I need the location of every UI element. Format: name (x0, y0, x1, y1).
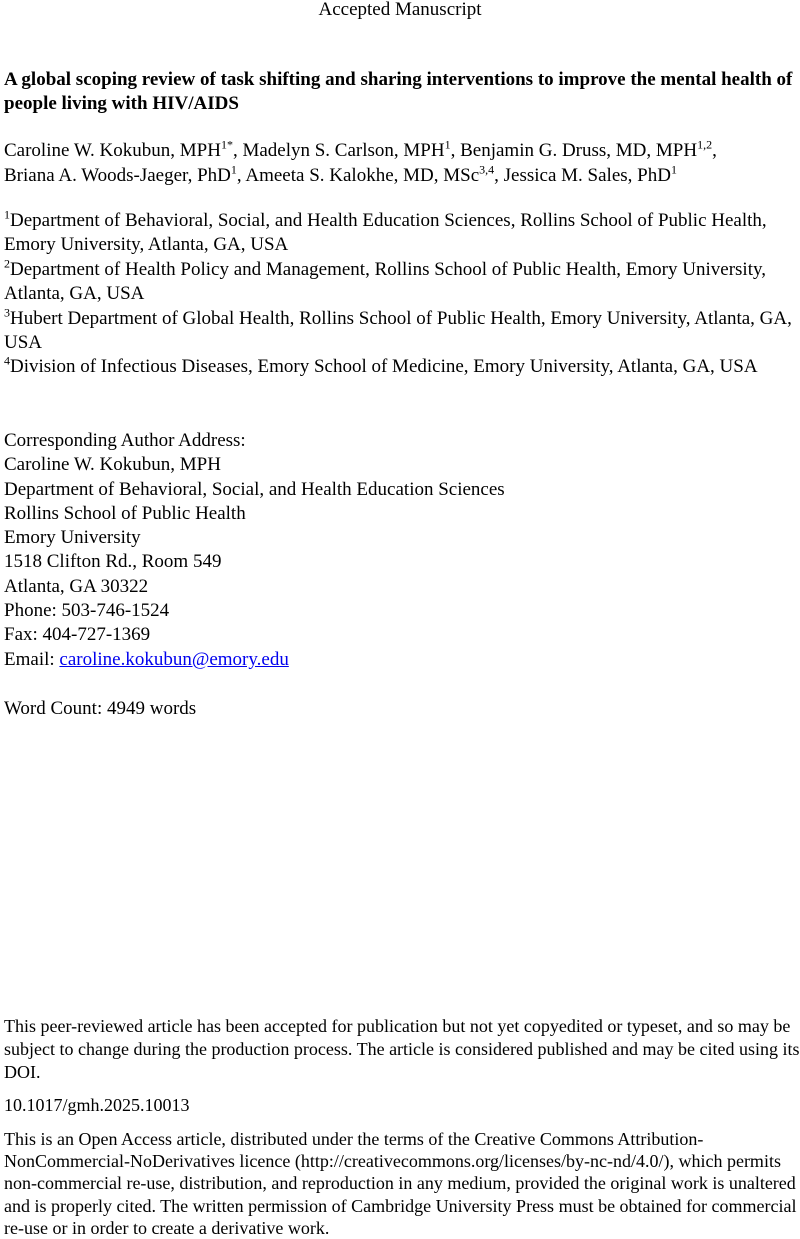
email-label: Email: (4, 648, 60, 670)
article-title: A global scoping review of task shifting and sharing interventions to improve the mental health of people living with HIV/AIDS (4, 69, 793, 114)
author-name: Madelyn S. Carlson, MPH (242, 140, 445, 161)
address-line: Rollins School of Public Health (4, 502, 246, 524)
author-affiliation-marker: 1 (444, 137, 451, 152)
affiliation-number: 2 (4, 256, 10, 271)
word-count: Word Count: 4949 words (4, 698, 197, 719)
affiliation-item (4, 258, 800, 307)
corresponding-author-block (4, 429, 800, 672)
address-line: 1518 Clifton Rd., Room 549 (4, 551, 222, 573)
author-name: Ameeta S. Kalokhe, MD, MSc (245, 165, 480, 186)
doi-text: 10.1017/gmh.2025.10013 (4, 1095, 190, 1115)
affiliation-list (4, 209, 800, 380)
author-affiliation-marker: 3,4 (479, 162, 495, 177)
author-name: Benjamin G. Druss, MD, MPH (460, 140, 698, 161)
license-notice: This is an Open Access article, distributed under the terms of the Creative Commons Attribution-NonCommercial-NoDerivatives licence (http://creativecommons.org/licenses/by-nc-nd/4.0/), which permits non-commercial re-use, distribution, and reproduction in any medium, provided the original work is unaltered and is properly cited. The written permission of Cambridge University Press must be obtained for commercial re-use or in order to create a derivative work. (4, 1129, 797, 1238)
fax-line: Fax: 404-727-1369 (4, 624, 151, 646)
author-name: Caroline W. Kokubun, MPH (4, 140, 221, 161)
phone-line: Phone: 503-746-1524 (4, 600, 170, 622)
author-name: Jessica M. Sales, PhD (503, 165, 671, 186)
author-affiliation-marker: 1,2 (697, 137, 713, 152)
address-line: Department of Behavioral, Social, and Health Education Sciences (4, 478, 505, 500)
affiliation-number: 3 (4, 305, 10, 320)
author-affiliation-marker: 1* (220, 137, 233, 152)
publication-notice: This peer-reviewed article has been accepted for publication but not yet copyedited or typeset, and so may be subject to change during the production process. The article is considered published and may be cited using its DOI. (4, 1016, 800, 1082)
affiliation-number: 4 (4, 354, 10, 369)
author-list (4, 138, 800, 188)
affiliation-text: Department of Behavioral, Social, and Health Education Sciences, Rollins School of Public Health, Emory University, Atlanta, GA, USA (4, 210, 767, 256)
address-line: Atlanta, GA 30322 (4, 575, 149, 597)
email-line (4, 648, 800, 672)
affiliation-text: Hubert Department of Global Health, Rollins School of Public Health, Emory University, Atlanta, GA, USA (4, 307, 792, 354)
email-link[interactable]: caroline.kokubun@emory.edu (59, 648, 289, 670)
address-line: Emory University (4, 527, 141, 549)
affiliation-item (4, 209, 800, 258)
affiliation-item (4, 355, 800, 379)
author-affiliation-marker: 1 (670, 162, 677, 177)
author-separator: , (450, 140, 461, 161)
affiliation-number: 1 (4, 207, 10, 222)
affiliation-text: Department of Health Policy and Management, Rollins School of Public Health, Emory University, Atlanta, GA, USA (4, 258, 766, 305)
author-separator: , (494, 165, 504, 186)
affiliation-text: Division of Infectious Diseases, Emory School of Medicine, Emory University, Atlanta, GA, USA (10, 356, 758, 378)
corresponding-heading: Corresponding Author Address: (4, 430, 246, 451)
author-separator: , (232, 140, 243, 161)
address-line: Caroline W. Kokubun, MPH (4, 454, 221, 476)
affiliation-item (4, 307, 800, 356)
author-name: Briana A. Woods-Jaeger, PhD (4, 165, 231, 186)
author-separator: , (236, 165, 246, 186)
author-separator: , (712, 140, 717, 161)
accepted-manuscript-header: Accepted Manuscript (318, 0, 482, 20)
author-affiliation-marker: 1 (230, 162, 237, 177)
